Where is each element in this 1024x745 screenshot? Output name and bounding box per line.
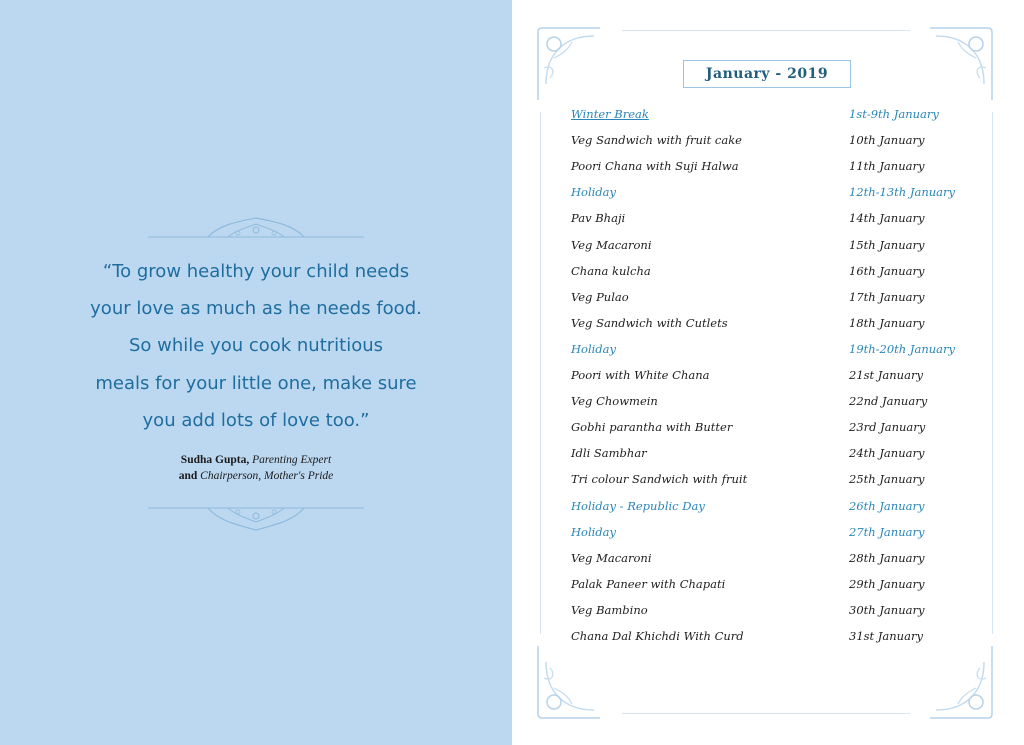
corner-ornament-bottom-left-icon [534, 642, 604, 722]
menu-item-date: 18th January [849, 315, 925, 330]
parenting-quote [60, 253, 452, 439]
quote-attribution [60, 452, 452, 484]
menu-row [571, 603, 971, 625]
quote-line: you add lots of love too.” [142, 409, 370, 431]
menu-item-name: Holiday - Republic Day [571, 498, 705, 513]
attribution-connector: and [178, 470, 198, 482]
menu-item-name: Veg Sandwich with fruit cake [571, 133, 742, 148]
menu-item-name: Veg Bambino [571, 602, 648, 617]
menu-item-date: 15th January [849, 237, 925, 252]
menu-row [571, 629, 971, 651]
menu-item-date: 1st-9th January [849, 107, 939, 121]
menu-row [571, 394, 971, 416]
menu-row [571, 577, 971, 599]
menu-item-name: Holiday [571, 341, 617, 356]
menu-item-name: Tri colour Sandwich with fruit [571, 472, 748, 487]
right-border-line [992, 112, 993, 634]
menu-item-name: Chana kulcha [571, 263, 651, 278]
menu-item-date: 25th January [849, 472, 925, 487]
menu-item-date: 19th-20th January [849, 341, 955, 356]
menu-row [571, 238, 971, 260]
menu-item-date: 22nd January [849, 394, 928, 409]
holiday-row [571, 107, 971, 129]
menu-row [571, 472, 971, 494]
corner-ornament-top-left-icon [534, 24, 604, 104]
holiday-row [571, 525, 971, 547]
menu-item-name: Veg Chowmein [571, 394, 658, 409]
menu-row [571, 133, 971, 155]
menu-item-name: Chana Dal Khichdi With Curd [571, 629, 744, 643]
menu-item-name: Poori with White Chana [571, 368, 710, 382]
menu-row [571, 368, 971, 390]
holiday-row [571, 499, 971, 521]
corner-ornament-top-right-icon [926, 24, 996, 104]
menu-item-date: 11th January [849, 159, 925, 174]
menu-item-name: Palak Paneer with Chapati [571, 576, 726, 591]
menu-row [571, 159, 971, 181]
menu-item-date: 29th January [849, 576, 925, 591]
quote-line: “To grow healthy your child needs [102, 261, 410, 282]
menu-item-date: 12th-13th January [849, 185, 955, 200]
left-border-line [540, 112, 541, 634]
menu-row [571, 264, 971, 286]
menu-row [571, 420, 971, 442]
menu-item-date: 26th January [849, 498, 925, 513]
holiday-row [571, 342, 971, 364]
menu-item-date: 28th January [849, 550, 925, 565]
menu-item-name: Pav Bhaji [571, 211, 626, 226]
quote-line: your love as much as he needs food. [90, 298, 422, 320]
menu-item-date: 23rd January [849, 420, 926, 435]
menu-item-name: Gobhi parantha with Butter [571, 420, 733, 435]
attribution-line-1 [60, 452, 452, 468]
menu-row [571, 211, 971, 233]
menu-item-name: Veg Pulao [571, 289, 629, 304]
menu-item-date: 17th January [849, 289, 925, 304]
menu-item-date: 31st January [849, 629, 923, 643]
menu-item-date: 30th January [849, 602, 925, 617]
bottom-border-line [622, 713, 910, 714]
month-title: January - 2019 [683, 60, 851, 88]
menu-row [571, 446, 971, 468]
quote-line: So while you cook nutritious [128, 335, 384, 357]
bottom-flourish-ornament [148, 500, 364, 538]
menu-item-date: 27th January [849, 524, 925, 539]
menu-item-date: 16th January [849, 263, 925, 278]
menu-item-name: Veg Sandwich with Cutlets [571, 315, 728, 330]
menu-row [571, 290, 971, 312]
menu-row [571, 551, 971, 573]
attribution-line-2 [60, 468, 452, 484]
menu-item-name: Poori Chana with Suji Halwa [571, 159, 739, 174]
quote-line: meals for your little one, make sure [95, 372, 417, 394]
menu-item-date: 21st January [849, 368, 923, 382]
menu-item-date: 10th January [849, 133, 925, 148]
author-role: Parenting Expert [252, 454, 332, 466]
author-title: Chairperson, Mother's Pride [200, 470, 334, 482]
menu-item-name: Veg Macaroni [571, 237, 652, 252]
menu-item-date: 24th January [849, 446, 925, 461]
menu-item-name: Winter Break [571, 107, 649, 121]
menu-item-name: Idli Sambhar [571, 446, 647, 461]
menu-item-name: Veg Macaroni [571, 550, 652, 565]
menu-row [571, 316, 971, 338]
menu-item-name: Holiday [571, 185, 617, 200]
holiday-row [571, 185, 971, 207]
menu-item-date: 14th January [849, 211, 925, 226]
corner-ornament-bottom-right-icon [926, 642, 996, 722]
top-border-line [622, 30, 910, 31]
top-flourish-ornament [148, 208, 364, 242]
menu-item-name: Holiday [571, 524, 617, 539]
author-name: Sudha Gupta, [180, 454, 250, 466]
